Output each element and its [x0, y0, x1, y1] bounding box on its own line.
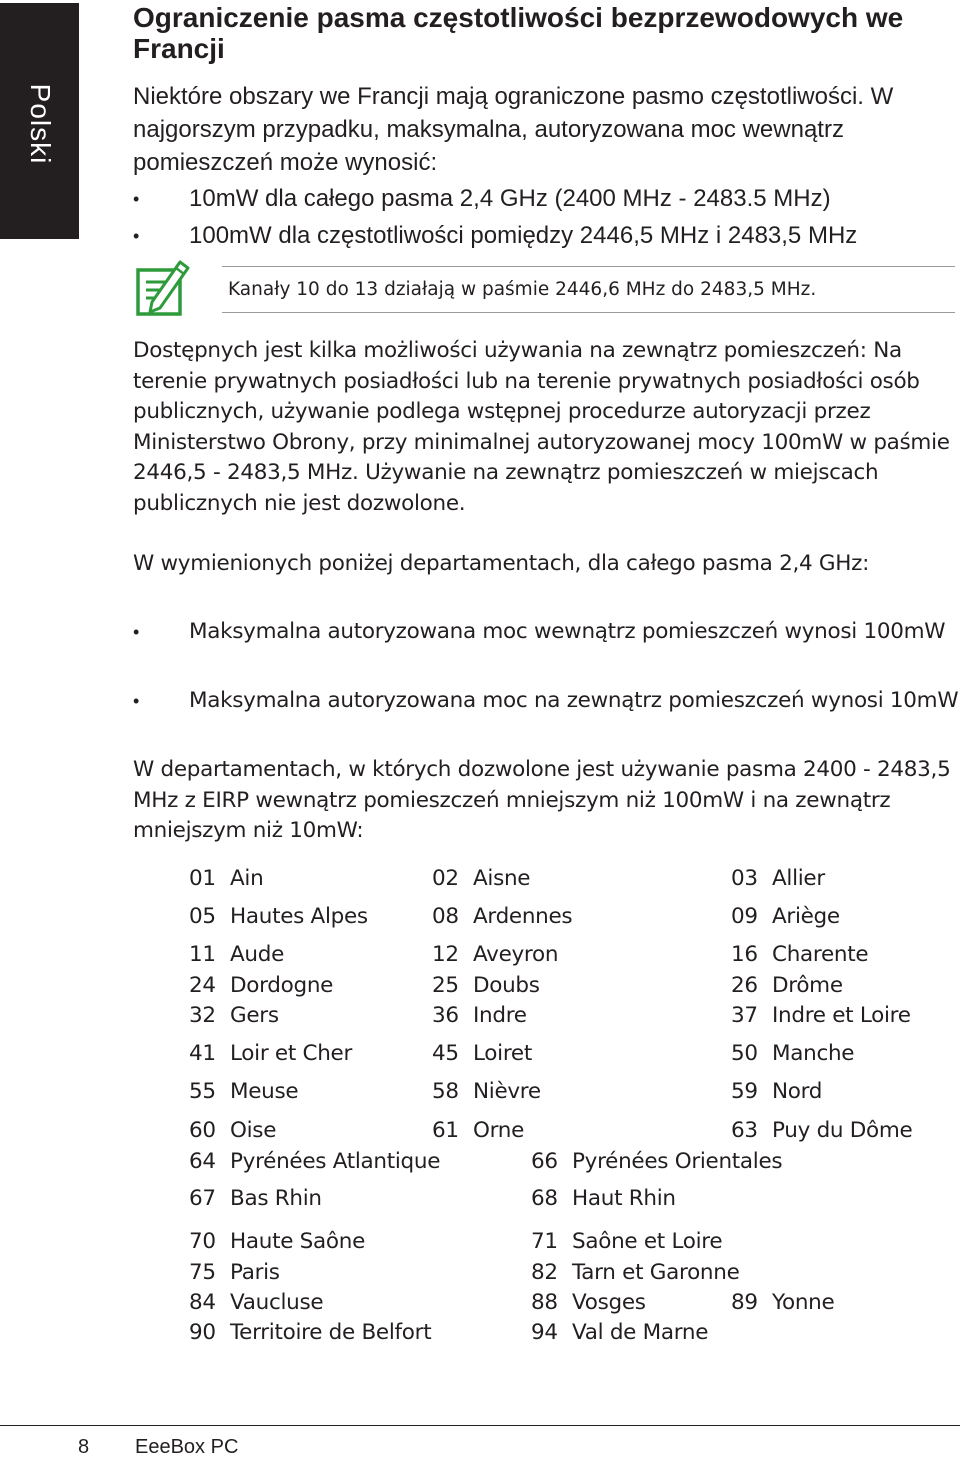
bullet-icon: • — [133, 622, 140, 642]
department-item: 36 Indre — [432, 1003, 527, 1028]
department-item: 11 Aude — [189, 942, 285, 967]
department-limit-text: Maksymalna autoryzowana moc wewnątrz pomieszczeń wynosi 100mW — [189, 619, 946, 644]
department-item: 12 Aveyron — [432, 942, 559, 967]
product-name: EeeBox PC — [135, 1436, 239, 1458]
allowed-departments-paragraph: W departamentach, w których dozwolone jest używanie pasma 2400 - 2483,5 MHz z EIRP wewnątrz pomieszczeń mniejszym niż 100mW i na zewnątrz mniejszym niż 10mW: — [133, 757, 951, 843]
department-item: 01 Ain — [189, 866, 264, 891]
language-tab — [0, 3, 79, 239]
department-item: 41 Loir et Cher — [189, 1041, 352, 1066]
department-item: 26 Drôme — [731, 973, 843, 998]
power-limit-text: 10mW dla całego pasma 2,4 GHz (2400 MHz - 2483.5 MHz) — [189, 185, 831, 212]
department-item: 24 Dordogne — [189, 973, 334, 998]
note-divider-top — [222, 266, 955, 267]
page-number: 8 — [78, 1436, 90, 1458]
bullet-icon: • — [133, 691, 140, 711]
department-item: 50 Manche — [731, 1041, 855, 1066]
note-divider-bottom — [222, 312, 955, 313]
note-text: Kanały 10 do 13 działają w paśmie 2446,6 MHz do 2483,5 MHz. — [228, 279, 817, 300]
department-item: 08 Ardennes — [432, 904, 573, 929]
department-item: 61 Orne — [432, 1118, 525, 1143]
department-limit-text: Maksymalna autoryzowana moc na zewnątrz pomieszczeń wynosi 10mW — [189, 688, 959, 713]
department-item: 70 Haute Saône — [189, 1229, 365, 1254]
bullet-icon: • — [133, 189, 140, 209]
department-item: 25 Doubs — [432, 973, 540, 998]
department-item: 88 Vosges — [531, 1290, 646, 1315]
department-item: 16 Charente — [731, 942, 869, 967]
department-item: 63 Puy du Dôme — [731, 1118, 913, 1143]
department-item: 05 Hautes Alpes — [189, 904, 368, 929]
department-item: 64 Pyrénées Atlantique — [189, 1149, 441, 1174]
department-item: 84 Vaucluse — [189, 1290, 324, 1315]
power-limit-text: 100mW dla częstotliwości pomiędzy 2446,5 MHz i 2483,5 MHz — [189, 222, 858, 249]
department-item: 66 Pyrénées Orientales — [531, 1149, 783, 1174]
department-item: 32 Gers — [189, 1003, 279, 1028]
department-item: 94 Val de Marne — [531, 1320, 709, 1345]
note-pencil-icon — [128, 256, 192, 318]
departments-intro-paragraph: W wymienionych poniżej departamentach, dla całego pasma 2,4 GHz: — [133, 551, 870, 576]
department-item: 60 Oise — [189, 1118, 277, 1143]
department-item: 90 Territoire de Belfort — [189, 1320, 432, 1345]
department-item: 82 Tarn et Garonne — [531, 1260, 740, 1285]
department-item: 02 Aisne — [432, 866, 531, 891]
department-item: 71 Saône et Loire — [531, 1229, 723, 1254]
department-item: 55 Meuse — [189, 1079, 299, 1104]
department-item: 03 Allier — [731, 866, 825, 891]
department-item: 58 Nièvre — [432, 1079, 541, 1104]
outdoor-use-paragraph: Dostępnych jest kilka możliwości używania na zewnątrz pomieszczeń: Na terenie prywatnych posiadłości lub na terenie prywatnych posiadłości osób publicznych, używanie podlega wstępnej procedurze autoryzacji przez Ministerstwo Obrony, przy minimalnej autoryzowanej mocy 100mW w paśmie 2446,5 - 2483,5 MHz. Używanie na zewnątrz pomieszczeń w miejscach publicznych nie jest dozwolone. — [133, 338, 950, 516]
department-item: 45 Loiret — [432, 1041, 532, 1066]
department-item: 68 Haut Rhin — [531, 1186, 676, 1211]
page-title: Ograniczenie pasma częstotliwości bezprzewodowych we Francji — [133, 2, 904, 64]
department-item: 37 Indre et Loire — [731, 1003, 911, 1028]
department-item: 67 Bas Rhin — [189, 1186, 322, 1211]
department-item: 59 Nord — [731, 1079, 823, 1104]
bullet-icon: • — [133, 226, 140, 246]
department-item: 75 Paris — [189, 1260, 280, 1285]
footer-divider — [0, 1425, 960, 1426]
department-item: 09 Ariège — [731, 904, 840, 929]
language-label: Polski — [25, 83, 56, 165]
department-item: 89 Yonne — [731, 1290, 835, 1315]
intro-paragraph: Niektóre obszary we Francji mają ograniczone pasmo częstotliwości. W najgorszym przypadku, maksymalna, autoryzowana moc wewnątrz pomieszczeń może wynosić: — [133, 83, 894, 176]
